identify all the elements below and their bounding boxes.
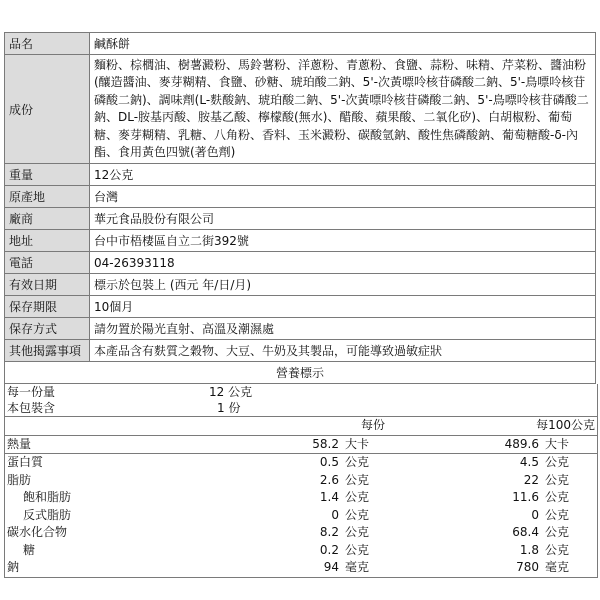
origin-label: 原產地 [5,186,90,208]
info-row-storage [5,318,596,340]
nutrient-row [5,489,598,507]
nutrition-table [4,384,598,578]
nutrient-row [5,524,598,542]
nutrient-per-100g: 11.6 [512,490,539,504]
address-label: 地址 [5,230,90,252]
nutrient-per-serving: 2.6 [319,472,339,487]
nutrient-unit-100g: 公克 [545,455,570,469]
info-row-ingredients [5,55,596,164]
nutrient-unit-100g: 公克 [545,542,570,557]
nutrient-name: 蛋白質 [7,455,44,469]
nutrient-per-100g: 22 [523,472,539,487]
address-value: 台中市梧棲區自立二街392號 [90,230,596,252]
nutrient-per-serving: 58.2 [209,435,343,454]
nutrient-row [5,454,598,472]
info-row-weight [5,164,596,186]
ingredients-value: 麵粉、棕櫚油、樹薯澱粉、馬鈴薯粉、洋蔥粉、青蔥粉、食鹽、蒜粉、味精、芹菜粉、醬油粉(釀造醬油、麥芽糊精、食鹽、砂糖、琥珀酸二鈉、5'-次黃嘌呤核苷磷酸二鈉、5'-鳥嘌呤核苷磷酸二鈉)、調味劑(L-麩酸鈉、琥珀酸二鈉、5'-次黃嘌呤核苷磷酸二鈉、5'-鳥嘌呤核苷磷酸二鈉、DL-胺基丙酸、胺基乙酸、檸檬酸(無水)、醋酸、蘋果酸、二氧化矽)、白胡椒粉、葡萄糖、麥芽糊精、乳糖、八角粉、香料、玉米澱粉、碳酸氫鈉、酸性焦磷酸鈉、葡萄糖酸-δ-內酯、食用黃色四號(著色劑) [90,55,596,164]
product-label [4,32,596,578]
nutrient-per-100g: 4.5 [519,455,539,469]
info-row-maker [5,208,596,230]
serving-size-row [5,384,598,400]
nutrient-unit-100g: 公克 [545,472,570,487]
notice-value: 本產品含有麩質之穀物、大豆、牛奶及其製品，可能導致過敏症狀 [90,340,596,362]
nutrient-unit-100g: 公克 [545,490,570,504]
nutrient-unit-100g: 大卡 [543,435,598,454]
servings-value: 1 份 [209,400,343,417]
ingredients-label: 成份 [5,55,90,164]
nutrient-per-serving: 0.5 [319,455,339,469]
nutrient-per-serving: 8.2 [319,525,339,539]
maker-value: 華元食品股份有限公司 [90,208,596,230]
per-100g-header: 每100公克 [387,417,598,436]
nutrient-unit-serving: 公克 [345,542,370,557]
nutrient-name: 脂肪 [7,472,32,487]
nutrient-unit-serving: 大卡 [343,435,387,454]
shelf-life-value: 10個月 [90,296,596,318]
serving-size-value: 12 公克 [209,385,253,399]
nutrient-unit-serving: 公克 [345,507,370,522]
name-value: 鹹酥餅 [90,33,596,55]
nutrient-row [5,542,598,560]
origin-value: 台灣 [90,186,596,208]
nutrient-row [5,435,598,454]
nutrient-per-serving: 94 [323,560,339,574]
info-row-expiry [5,274,596,296]
notice-label: 其他揭露事項 [5,340,90,362]
phone-value: 04-26393118 [90,252,596,274]
storage-value: 請勿置於陽光直射、高溫及潮濕處 [90,318,596,340]
nutrient-unit-serving: 公克 [345,525,370,539]
nutrient-name: 鈉 [7,560,20,574]
nutrient-per-serving: 0 [331,507,339,522]
expiry-value: 標示於包裝上 (西元 年/日/月) [90,274,596,296]
nutrient-name: 熱量 [5,435,210,454]
nutrition-rows [5,435,598,577]
nutrient-per-100g: 780 [516,560,539,574]
nutrient-row [5,559,598,577]
weight-value: 12公克 [90,164,596,186]
maker-label: 廠商 [5,208,90,230]
shelf-life-label: 保存期限 [5,296,90,318]
nutrition-title-table [4,362,596,384]
nutrient-per-100g: 68.4 [512,525,539,539]
weight-label: 重量 [5,164,90,186]
name-label: 品名 [5,33,90,55]
info-row-origin [5,186,596,208]
nutrient-unit-serving: 毫克 [345,560,370,574]
nutrient-unit-serving: 公克 [345,455,370,469]
nutrient-name: 碳水化合物 [7,525,68,539]
info-row-address [5,230,596,252]
nutrient-name: 糖 [23,542,36,557]
info-row-phone [5,252,596,274]
nutrient-unit-100g: 公克 [545,507,570,522]
nutrient-per-serving: 1.4 [319,490,339,504]
info-row-shelf-life [5,296,596,318]
info-row-name [5,33,596,55]
nutrient-unit-100g: 毫克 [545,560,570,574]
nutrient-row [5,507,598,525]
product-info-table [4,32,596,362]
nutrient-per-100g: 1.8 [519,542,539,557]
info-row-notice [5,340,596,362]
servings-row [5,400,598,417]
nutrient-per-100g: 489.6 [387,435,543,454]
nutrient-per-serving: 0.2 [319,542,339,557]
nutrient-row [5,472,598,490]
per-serving-header: 每份 [209,417,387,436]
nutrient-unit-serving: 公克 [345,490,370,504]
phone-label: 電話 [5,252,90,274]
storage-label: 保存方式 [5,318,90,340]
nutrient-name: 飽和脂肪 [23,490,72,504]
nutrient-unit-100g: 公克 [545,525,570,539]
servings-label: 本包裝含 [5,400,210,417]
nutrient-unit-serving: 公克 [345,472,370,487]
nutrition-column-headers [5,417,598,436]
nutrition-title: 營養標示 [5,362,596,384]
expiry-label: 有效日期 [5,274,90,296]
nutrient-per-100g: 0 [531,507,539,522]
nutrient-name: 反式脂肪 [23,507,72,522]
serving-size-label: 每一份量 [7,385,56,399]
